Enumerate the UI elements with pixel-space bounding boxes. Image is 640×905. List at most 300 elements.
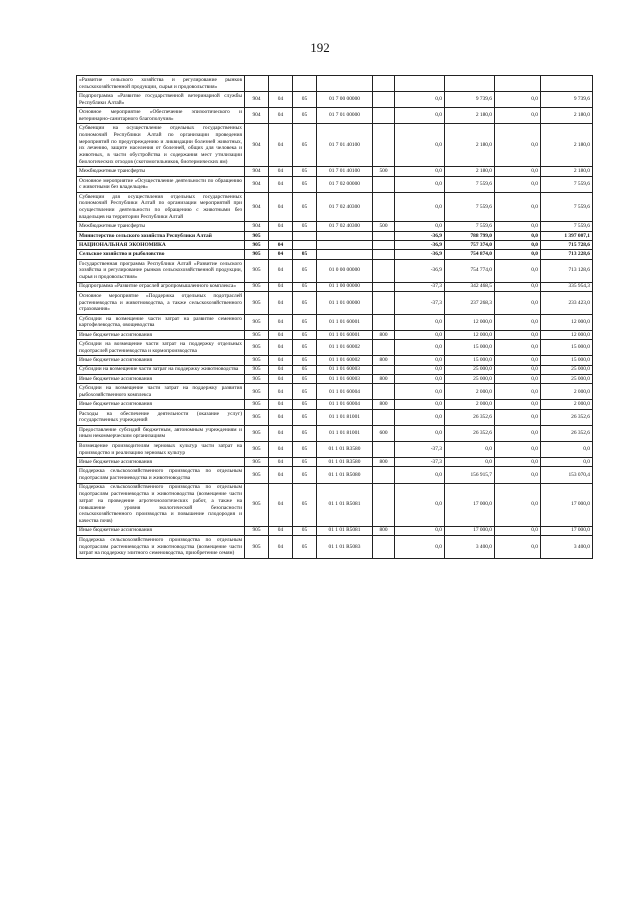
row-value-cell: 0,0 (445, 458, 495, 467)
row-value-cell (293, 241, 317, 250)
row-value-cell: 0,0 (495, 526, 541, 535)
row-value-cell (317, 250, 373, 259)
row-value-cell (373, 259, 395, 282)
row-value-cell (269, 76, 293, 92)
row-value-cell: 904 (245, 92, 269, 108)
row-value-cell: 0,0 (395, 192, 445, 222)
row-value-cell: 04 (269, 535, 293, 558)
row-value-cell: 0,0 (395, 467, 445, 483)
row-value-cell: 04 (269, 526, 293, 535)
row-name-cell: Сельское хозяйство и рыболовство (77, 250, 245, 259)
row-value-cell: 0,0 (495, 108, 541, 124)
row-value-cell (269, 231, 293, 240)
row-value-cell: 788 799,0 (445, 231, 495, 240)
row-value-cell: 0,0 (395, 176, 445, 192)
row-value-cell: 01 1 00 00000 (317, 282, 373, 291)
row-value-cell: 2 180,0 (541, 108, 593, 124)
row-value-cell: 25 000,0 (541, 375, 593, 384)
row-value-cell: 01 7 01 00000 (317, 108, 373, 124)
row-value-cell: -37,3 (395, 282, 445, 291)
row-value-cell: 715 728,6 (541, 241, 593, 250)
table-row (77, 365, 593, 374)
row-name-cell: Иные бюджетные ассигнования (77, 526, 245, 535)
row-value-cell: 0,0 (395, 365, 445, 374)
row-value-cell (317, 76, 373, 92)
row-value-cell: 04 (269, 483, 293, 526)
row-value-cell: 05 (293, 458, 317, 467)
row-value-cell: 01 7 01 40100 (317, 167, 373, 176)
row-value-cell (373, 192, 395, 222)
row-value-cell: 04 (269, 92, 293, 108)
row-value-cell: 05 (293, 176, 317, 192)
row-value-cell: 904 (245, 124, 269, 167)
row-value-cell: 0,0 (495, 384, 541, 400)
row-value-cell: 7 559,6 (541, 222, 593, 231)
row-value-cell: 01 7 01 40100 (317, 124, 373, 167)
row-value-cell: 04 (269, 259, 293, 282)
row-value-cell: 0,0 (495, 250, 541, 259)
table-row (77, 526, 593, 535)
row-value-cell: 0,0 (495, 442, 541, 458)
row-name-cell: Министерство сельского хозяйства Республики Алтай (77, 231, 245, 240)
row-value-cell: 905 (245, 375, 269, 384)
row-value-cell: 0,0 (395, 425, 445, 441)
table-row (77, 467, 593, 483)
row-value-cell: 153 070,4 (541, 467, 593, 483)
row-value-cell: 05 (293, 282, 317, 291)
row-value-cell: 905 (245, 330, 269, 339)
row-value-cell: 7 559,6 (541, 192, 593, 222)
row-value-cell: 0,0 (395, 356, 445, 365)
table-row (77, 176, 593, 192)
row-value-cell: -37,3 (395, 442, 445, 458)
row-name-cell: Основное мероприятие «Обеспечение эпизоотического и ветеринарно-санитарного благополучия» (77, 108, 245, 124)
row-value-cell: 1 397 007,1 (541, 231, 593, 240)
row-name-cell: Иные бюджетные ассигнования (77, 400, 245, 409)
row-value-cell: 237 268,3 (445, 291, 495, 314)
row-value-cell: 2 180,0 (445, 108, 495, 124)
row-value-cell: 905 (245, 250, 269, 259)
row-value-cell (373, 92, 395, 108)
row-value-cell: 05 (293, 400, 317, 409)
row-name-cell: Поддержка сельскохозяйственного производства по отдельным подотраслям растениеводства и животноводства (возмещение части затрат на проведение агротехнологических работ, а также на повышение уровня экологической безопасности сельскохозяйственного производства и повышение плодородия и качества почв) (77, 483, 245, 526)
row-value-cell: 05 (293, 483, 317, 526)
row-value-cell: 0,0 (395, 535, 445, 558)
row-value-cell: 0,0 (495, 356, 541, 365)
row-value-cell: 05 (293, 167, 317, 176)
row-name-cell: Государственная программа Республики Алтай «Развитие сельского хозяйства и регулирование рынков сельскохозяйственной продукции, сырья и продовольствия» (77, 259, 245, 282)
row-value-cell: 05 (293, 222, 317, 231)
row-value-cell: 26 352,6 (445, 409, 495, 425)
row-value-cell (373, 124, 395, 167)
row-value-cell: 04 (269, 314, 293, 330)
row-name-cell: Расходы на обеспечение деятельности (оказание услуг) государственных учреждений (77, 409, 245, 425)
table-row (77, 282, 593, 291)
row-value-cell: 05 (293, 314, 317, 330)
row-value-cell: 905 (245, 259, 269, 282)
row-name-cell: Субсидии на возмещение части затрат на поддержку животноводства (77, 365, 245, 374)
row-value-cell (373, 282, 395, 291)
row-value-cell (373, 314, 395, 330)
row-value-cell: 904 (245, 167, 269, 176)
row-value-cell: -36,9 (395, 231, 445, 240)
row-value-cell: 12 000,0 (445, 330, 495, 339)
table-row (77, 76, 593, 92)
row-value-cell: 0,0 (541, 458, 593, 467)
row-value-cell: 04 (269, 400, 293, 409)
budget-table (76, 75, 593, 559)
row-value-cell: 01 7 00 00000 (317, 92, 373, 108)
row-value-cell: 05 (293, 384, 317, 400)
row-name-cell: Иные бюджетные ассигнования (77, 356, 245, 365)
row-value-cell: 01 1 01 60002 (317, 356, 373, 365)
row-value-cell: 04 (269, 365, 293, 374)
row-value-cell: 01 1 01 60003 (317, 375, 373, 384)
table-row (77, 330, 593, 339)
row-value-cell: 905 (245, 409, 269, 425)
row-value-cell: 04 (269, 409, 293, 425)
row-value-cell: 25 000,0 (445, 375, 495, 384)
row-value-cell: 04 (269, 425, 293, 441)
row-value-cell: 0,0 (395, 167, 445, 176)
row-value-cell (373, 409, 395, 425)
row-value-cell: 04 (269, 467, 293, 483)
row-value-cell (395, 76, 445, 92)
row-value-cell: 0,0 (445, 442, 495, 458)
row-value-cell: 0,0 (395, 526, 445, 535)
row-value-cell: 0,0 (495, 167, 541, 176)
row-name-cell: Межбюджетные трансферты (77, 167, 245, 176)
row-value-cell: 0,0 (495, 365, 541, 374)
row-value-cell: 9 739,6 (445, 92, 495, 108)
table-row (77, 108, 593, 124)
row-value-cell: 905 (245, 384, 269, 400)
row-value-cell: 01 1 01 60002 (317, 340, 373, 356)
row-value-cell: 01 1 01 R5081 (317, 483, 373, 526)
row-value-cell (373, 442, 395, 458)
row-value-cell: 3 400,0 (541, 535, 593, 558)
row-value-cell: 05 (293, 250, 317, 259)
row-value-cell: 15 000,0 (445, 356, 495, 365)
row-value-cell (373, 365, 395, 374)
row-name-cell: Поддержка сельскохозяйственного производства по отдельным подотраслям растениеводства и животноводства (возмещение части затрат на поддержку элитного семеноводства, приобретение семян) (77, 535, 245, 558)
row-value-cell: 05 (293, 356, 317, 365)
row-value-cell: 0,0 (495, 291, 541, 314)
row-value-cell: 17 000,0 (445, 483, 495, 526)
row-value-cell (373, 76, 395, 92)
row-value-cell: 0,0 (541, 442, 593, 458)
row-value-cell: 904 (245, 222, 269, 231)
row-value-cell: 0,0 (495, 425, 541, 441)
row-value-cell: 05 (293, 92, 317, 108)
row-value-cell: 05 (293, 108, 317, 124)
row-name-cell: Субсидии на возмещение части затрат на развитие семенного картофелеводства, овощеводства (77, 314, 245, 330)
row-value-cell: 01 1 01 60001 (317, 314, 373, 330)
row-value-cell: 905 (245, 365, 269, 374)
row-value-cell: 0,0 (395, 314, 445, 330)
row-value-cell: 01 1 01 R5083 (317, 535, 373, 558)
row-value-cell: 0,0 (495, 241, 541, 250)
row-value-cell: 04 (269, 282, 293, 291)
table-row (77, 124, 593, 167)
row-value-cell: 01 1 01 60004 (317, 400, 373, 409)
row-value-cell: 0,0 (395, 340, 445, 356)
row-value-cell: 01 1 01 81001 (317, 425, 373, 441)
row-value-cell: 2 000,0 (445, 384, 495, 400)
row-value-cell: 600 (373, 425, 395, 441)
row-value-cell: 12 000,0 (541, 314, 593, 330)
row-value-cell: 0,0 (495, 282, 541, 291)
row-value-cell: 01 1 01 60004 (317, 384, 373, 400)
row-value-cell: 04 (269, 330, 293, 339)
table-row (77, 442, 593, 458)
row-value-cell: 2 180,0 (541, 124, 593, 167)
row-value-cell: 905 (245, 400, 269, 409)
row-value-cell: 01 7 02 40300 (317, 222, 373, 231)
row-value-cell: 01 1 01 R5080 (317, 467, 373, 483)
row-value-cell: 0,0 (495, 330, 541, 339)
row-value-cell (293, 231, 317, 240)
row-value-cell: 0,0 (495, 124, 541, 167)
table-row (77, 259, 593, 282)
row-value-cell: 05 (293, 409, 317, 425)
row-value-cell: 905 (245, 356, 269, 365)
table-row (77, 535, 593, 558)
row-value-cell: 0,0 (395, 384, 445, 400)
row-value-cell: 12 000,0 (445, 314, 495, 330)
row-value-cell: 04 (269, 442, 293, 458)
row-name-cell: Субвенции для осуществления отдельных государственных полномочий Республики Алтай по организации мероприятий при осуществлении деятельности по обращению с животными без владельцев на территории Республики Алтай (77, 192, 245, 222)
row-value-cell: 7 559,6 (541, 176, 593, 192)
row-value-cell: 0,0 (495, 222, 541, 231)
row-value-cell: 01 1 01 R3580 (317, 442, 373, 458)
row-value-cell: 26 352,6 (541, 409, 593, 425)
row-value-cell: 05 (293, 259, 317, 282)
row-value-cell: 335 954,3 (541, 282, 593, 291)
row-value-cell: 233 423,0 (541, 291, 593, 314)
row-name-cell: Предоставление субсидий бюджетным, автономным учреждениям и иным некоммерческим организациям (77, 425, 245, 441)
table-row (77, 314, 593, 330)
row-value-cell (245, 76, 269, 92)
row-value-cell: 01 7 02 40300 (317, 192, 373, 222)
row-value-cell: 05 (293, 192, 317, 222)
row-value-cell: 904 (245, 192, 269, 222)
row-name-cell: Межбюджетные трансферты (77, 222, 245, 231)
row-value-cell: 754 774,0 (445, 259, 495, 282)
row-value-cell: 0,0 (395, 92, 445, 108)
table-row (77, 384, 593, 400)
row-value-cell: 0,0 (395, 400, 445, 409)
row-value-cell (541, 76, 593, 92)
table-row (77, 425, 593, 441)
row-value-cell: 500 (373, 222, 395, 231)
row-value-cell: 757 374,0 (445, 241, 495, 250)
row-value-cell: 7 559,6 (445, 176, 495, 192)
row-value-cell: 905 (245, 340, 269, 356)
row-value-cell: 05 (293, 365, 317, 374)
table-row (77, 483, 593, 526)
row-value-cell: 713 128,6 (541, 259, 593, 282)
row-value-cell: -36,9 (395, 241, 445, 250)
row-name-cell: Подпрограмма «Развитие отраслей агропромышленного комплекса» (77, 282, 245, 291)
row-value-cell: 04 (269, 458, 293, 467)
row-value-cell: 0,0 (495, 400, 541, 409)
row-value-cell: 0,0 (395, 330, 445, 339)
row-value-cell (373, 483, 395, 526)
row-value-cell: 05 (293, 526, 317, 535)
row-value-cell: 0,0 (495, 375, 541, 384)
row-value-cell: 2 180,0 (445, 167, 495, 176)
row-value-cell: 0,0 (495, 231, 541, 240)
row-value-cell: 905 (245, 483, 269, 526)
row-value-cell: 713 228,6 (541, 250, 593, 259)
row-value-cell: 0,0 (495, 535, 541, 558)
row-value-cell: 800 (373, 330, 395, 339)
row-value-cell: 9 739,6 (541, 92, 593, 108)
row-value-cell: -36,9 (395, 259, 445, 282)
row-value-cell: 0,0 (395, 124, 445, 167)
row-value-cell: 04 (269, 375, 293, 384)
row-value-cell: 0,0 (495, 259, 541, 282)
row-value-cell: 0,0 (495, 176, 541, 192)
row-value-cell: 3 400,0 (445, 535, 495, 558)
row-value-cell: 05 (293, 375, 317, 384)
page-number: 192 (310, 40, 330, 55)
row-value-cell: 905 (245, 231, 269, 240)
row-value-cell: 800 (373, 526, 395, 535)
row-value-cell: 15 000,0 (541, 356, 593, 365)
row-value-cell: 01 1 01 60001 (317, 330, 373, 339)
row-value-cell: 905 (245, 291, 269, 314)
row-value-cell: 04 (269, 291, 293, 314)
row-value-cell: 905 (245, 425, 269, 441)
row-value-cell: 0,0 (395, 409, 445, 425)
row-value-cell: 0,0 (495, 467, 541, 483)
row-name-cell: Субвенции на осуществление отдельных государственных полномочий Республики Алтай по организации проведения мероприятий по предупреждению и ликвидации болезней животных, их лечению, защите населения от болезней, общих для человека и животных, в части обустройства и содержания мест утилизации биологических отходов (скотомогильников, биотермических ям) (77, 124, 245, 167)
row-value-cell: 05 (293, 124, 317, 167)
table-row (77, 400, 593, 409)
row-value-cell (445, 76, 495, 92)
row-value-cell: 15 000,0 (445, 340, 495, 356)
row-value-cell: 800 (373, 458, 395, 467)
table-row (77, 231, 593, 240)
row-value-cell (373, 467, 395, 483)
row-value-cell (373, 250, 395, 259)
row-value-cell (373, 108, 395, 124)
row-value-cell: 905 (245, 535, 269, 558)
row-value-cell: 0,0 (495, 92, 541, 108)
row-value-cell: 04 (269, 108, 293, 124)
row-value-cell: 05 (293, 535, 317, 558)
row-value-cell (495, 76, 541, 92)
row-value-cell: 905 (245, 458, 269, 467)
table-row (77, 291, 593, 314)
row-name-cell: Субсидии на возмещение части затрат на поддержку развития рыбохозяйственного комплекса (77, 384, 245, 400)
row-value-cell (373, 176, 395, 192)
row-name-cell: Возмещение производителям зерновых культур части затрат на производство и реализацию зерновых культур (77, 442, 245, 458)
row-name-cell: Субсидии на возмещение части затрат на поддержку отдельных подотраслей растениеводства и кормопроизводства (77, 340, 245, 356)
row-name-cell: НАЦИОНАЛЬНАЯ ЭКОНОМИКА (77, 241, 245, 250)
row-value-cell: 0,0 (495, 458, 541, 467)
table-row (77, 250, 593, 259)
row-value-cell: 2 180,0 (541, 167, 593, 176)
row-value-cell: 500 (373, 167, 395, 176)
row-value-cell: 04 (269, 384, 293, 400)
row-value-cell: 04 (269, 222, 293, 231)
row-value-cell (373, 291, 395, 314)
row-value-cell: 0,0 (495, 409, 541, 425)
row-value-cell: 0,0 (395, 483, 445, 526)
row-value-cell: 342 468,5 (445, 282, 495, 291)
row-value-cell: 2 000,0 (445, 400, 495, 409)
row-value-cell: 800 (373, 400, 395, 409)
row-value-cell: 12 000,0 (541, 330, 593, 339)
row-value-cell: 0,0 (395, 375, 445, 384)
row-value-cell: 04 (269, 241, 293, 250)
row-value-cell: 2 180,0 (445, 124, 495, 167)
table-row (77, 167, 593, 176)
row-value-cell: 905 (245, 314, 269, 330)
table-body (77, 76, 593, 559)
row-value-cell: 7 559,6 (445, 222, 495, 231)
row-value-cell (317, 241, 373, 250)
row-value-cell: 800 (373, 375, 395, 384)
table-row (77, 241, 593, 250)
row-name-cell: Иные бюджетные ассигнования (77, 458, 245, 467)
row-value-cell: 05 (293, 340, 317, 356)
row-value-cell: 05 (293, 291, 317, 314)
row-value-cell: 04 (269, 124, 293, 167)
row-value-cell: 05 (293, 330, 317, 339)
row-value-cell: 05 (293, 467, 317, 483)
row-name-cell: Иные бюджетные ассигнования (77, 375, 245, 384)
row-value-cell: 01 7 02 00000 (317, 176, 373, 192)
row-value-cell: -37,3 (395, 458, 445, 467)
row-value-cell: 17 000,0 (445, 526, 495, 535)
row-value-cell: 0,0 (495, 314, 541, 330)
row-value-cell (373, 384, 395, 400)
row-value-cell: 904 (245, 176, 269, 192)
row-value-cell: 15 000,0 (541, 340, 593, 356)
row-value-cell: 04 (269, 250, 293, 259)
row-value-cell: 01 1 01 R5081 (317, 526, 373, 535)
table-row (77, 340, 593, 356)
row-value-cell: 01 1 01 81001 (317, 409, 373, 425)
table-row (77, 458, 593, 467)
row-value-cell (373, 535, 395, 558)
row-name-cell: Поддержка сельскохозяйственного производства по отдельным подотраслям растениеводства и животноводства (77, 467, 245, 483)
row-name-cell: «Развитие сельского хозяйства и регулирование рынков сельскохозяйственной продукции, сырья и продовольствия» (77, 76, 245, 92)
row-value-cell: 7 559,6 (445, 192, 495, 222)
row-value-cell: -37,3 (395, 291, 445, 314)
row-value-cell: 01 1 01 R3580 (317, 458, 373, 467)
row-value-cell: 17 000,0 (541, 483, 593, 526)
row-value-cell: 2 000,0 (541, 384, 593, 400)
row-value-cell: 04 (269, 340, 293, 356)
row-value-cell: 2 000,0 (541, 400, 593, 409)
row-value-cell: 01 0 00 00000 (317, 259, 373, 282)
row-value-cell: 01 1 01 60003 (317, 365, 373, 374)
row-value-cell: 25 000,0 (445, 365, 495, 374)
table-row (77, 92, 593, 108)
row-name-cell: Основное мероприятие «Осуществление деятельности по обращению с животными без владельцев» (77, 176, 245, 192)
row-value-cell: 05 (293, 442, 317, 458)
row-value-cell: 0,0 (495, 483, 541, 526)
row-value-cell: 156 915,7 (445, 467, 495, 483)
row-value-cell: 905 (245, 282, 269, 291)
row-value-cell: 905 (245, 241, 269, 250)
row-value-cell: 905 (245, 526, 269, 535)
